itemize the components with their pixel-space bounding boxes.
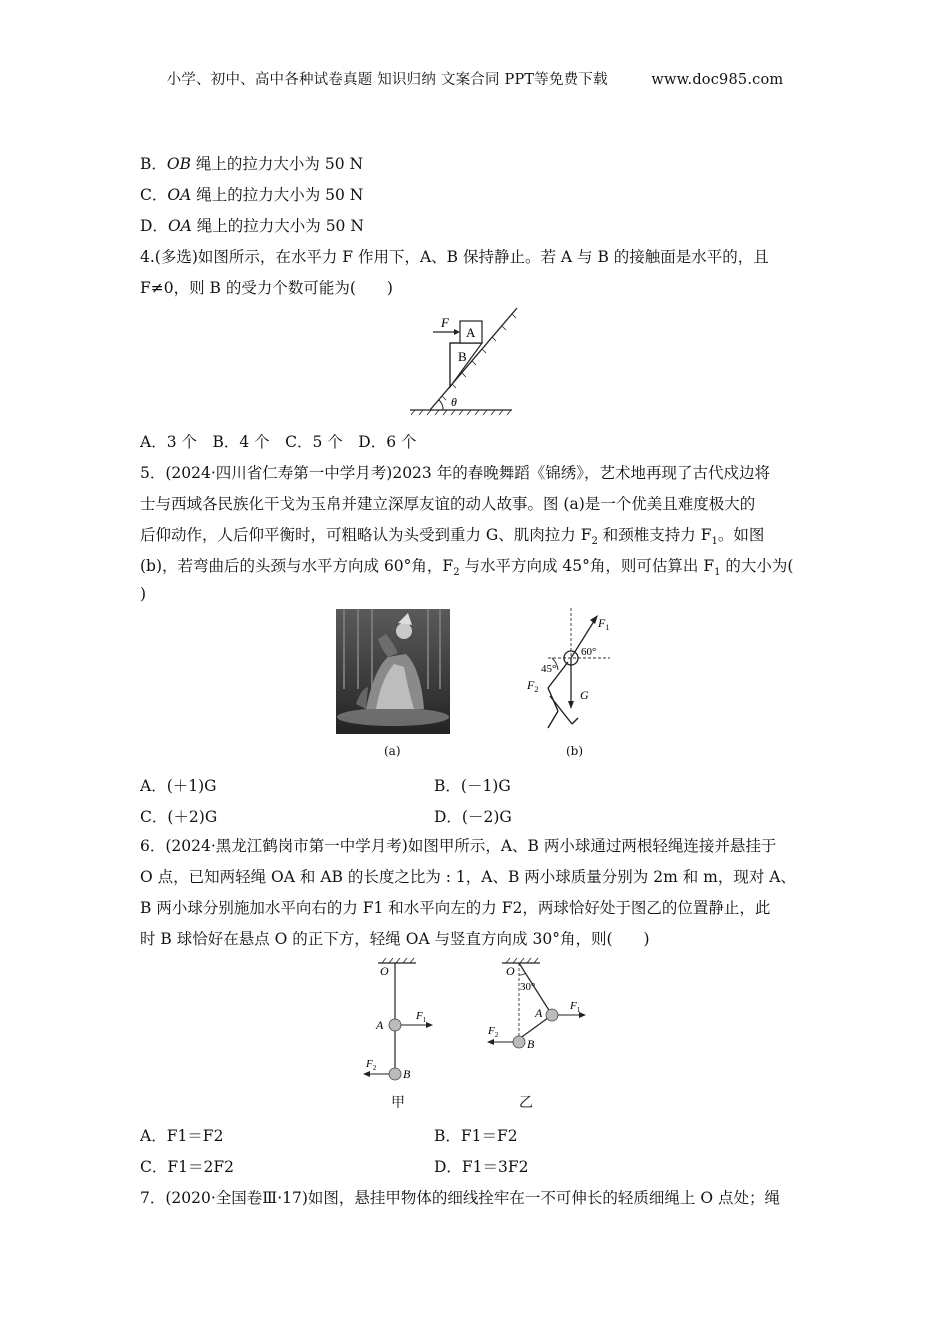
q5-fig-label-f2: $F_2$ bbox=[527, 678, 539, 694]
header-text: 小学、初中、高中各种试卷真题 知识归纳 文案合同 PPT等免费下载 bbox=[166, 72, 608, 88]
q4-stem-line2: F≠0，则 B 的受力个数可能为( ) bbox=[140, 279, 393, 297]
q3-option-d: D．OA 绳上的拉力大小为 50 N bbox=[140, 217, 364, 235]
q5-option-d: D．(－2)G bbox=[434, 808, 512, 826]
q4-options: A．3 个 B．4 个 C．5 个 D．6 个 bbox=[140, 433, 417, 451]
q5-fig-label-g: G bbox=[580, 688, 589, 702]
q6-stem-line1: 6．(2024·黑龙江鹤岗市第一中学月考)如图甲所示，A、B 两小球通过两根轻绳连接并悬挂于 bbox=[140, 837, 777, 855]
q5-fig-label-f1: $F_1$ bbox=[598, 616, 610, 632]
q6-fig-yi-caption: 乙 bbox=[519, 1095, 533, 1111]
q5-stem-line3: 后仰动作，人后仰平衡时，可粗略认为头受到重力 G、肌肉拉力 $F_2$ 和颈椎支持力 $F_1$。如图 bbox=[140, 526, 765, 548]
q6-option-d: D．F1＝3F2 bbox=[434, 1158, 529, 1176]
q4-fig-label-f: F bbox=[441, 315, 449, 330]
q6-jia-label-a: A bbox=[376, 1018, 384, 1032]
page-header bbox=[0, 68, 950, 89]
q6-figure-jia bbox=[360, 955, 440, 1090]
q6-yi-label-a: A bbox=[535, 1006, 543, 1020]
header-url: www.doc985.com bbox=[651, 72, 784, 88]
q5-fig-angle-45: 45° bbox=[541, 663, 557, 675]
q5-option-c: C．(＋2)G bbox=[140, 808, 218, 826]
q7-stem-line1: 7．(2020·全国卷Ⅲ·17)如图，悬挂甲物体的细线拴牢在一不可伸长的轻质细绳上 O 点处；绳 bbox=[140, 1189, 780, 1207]
q6-stem-line3: B 两小球分别施加水平向右的力 F1 和水平向左的力 F2，两球恰好处于图乙的位置静止，此 bbox=[140, 899, 771, 917]
q5-stem-line4: (b)，若弯曲后的头颈与水平方向成 60°角，$F_2$ 与水平方向成 45°角，则可估算出 $F_1$ 的大小为( bbox=[140, 557, 794, 579]
q6-figure-yi bbox=[484, 955, 594, 1060]
q6-jia-label-f1: $F_1$ bbox=[416, 1010, 427, 1024]
q6-option-c: C．F1＝2F2 bbox=[140, 1158, 234, 1176]
q6-yi-label-f1: $F_1$ bbox=[570, 1000, 581, 1014]
q6-jia-label-f2: $F_2$ bbox=[366, 1058, 377, 1072]
q6-yi-angle-30: 30° bbox=[520, 981, 536, 993]
q6-yi-label-b: B bbox=[527, 1037, 535, 1051]
q5-fig-angle-60: 60° bbox=[581, 646, 597, 658]
q4-stem-line1: 4.(多选)如图所示，在水平力 F 作用下，A、B 保持静止。若 A 与 B 的接触面是水平的，且 bbox=[140, 248, 769, 266]
q5-photo-dancer bbox=[336, 609, 450, 734]
q5-option-b: B．(－1)G bbox=[434, 777, 511, 795]
q5-force-diagram bbox=[510, 606, 620, 736]
q4-fig-label-theta: θ bbox=[451, 395, 457, 409]
q6-option-b: B．F1＝F2 bbox=[434, 1127, 518, 1145]
q5-fig-a-caption: (a) bbox=[384, 744, 401, 758]
q6-yi-label-o: O bbox=[506, 964, 515, 978]
q5-fig-b-caption: (b) bbox=[566, 744, 584, 758]
q6-stem-line4: 时 B 球恰好在悬点 O 的正下方，轻绳 OA 与竖直方向成 30°角，则( ) bbox=[140, 930, 650, 948]
q4-figure bbox=[405, 303, 525, 418]
q5-stem-line1: 5．(2024·四川省仁寿第一中学月考)2023 年的春晚舞蹈《锦绣》，艺术地再现了古代戍边将 bbox=[140, 464, 770, 482]
q5-stem-line5: ) bbox=[140, 585, 147, 603]
q5-stem-line2: 士与西域各民族化干戈为玉帛并建立深厚友谊的动人故事。图 (a)是一个优美且难度极大的 bbox=[140, 495, 756, 513]
q6-fig-jia-caption: 甲 bbox=[391, 1095, 405, 1111]
q5-option-a: A．(＋1)G bbox=[140, 777, 217, 795]
q6-stem-line2: O 点，已知两轻绳 OA 和 AB 的长度之比为 : 1，A、B 两小球质量分别为 2m 和 m，现对 A、 bbox=[140, 868, 796, 886]
q3-option-b: B．OB 绳上的拉力大小为 50 N bbox=[140, 155, 364, 173]
q3-option-c: C．OA 绳上的拉力大小为 50 N bbox=[140, 186, 364, 204]
q6-jia-label-o: O bbox=[380, 964, 389, 978]
q6-option-a: A．F1＝F2 bbox=[140, 1127, 224, 1145]
q6-jia-label-b: B bbox=[403, 1067, 411, 1081]
q4-fig-label-a: A bbox=[466, 325, 476, 340]
q4-fig-label-b: B bbox=[458, 349, 467, 364]
q6-yi-label-f2: $F_2$ bbox=[488, 1025, 499, 1039]
